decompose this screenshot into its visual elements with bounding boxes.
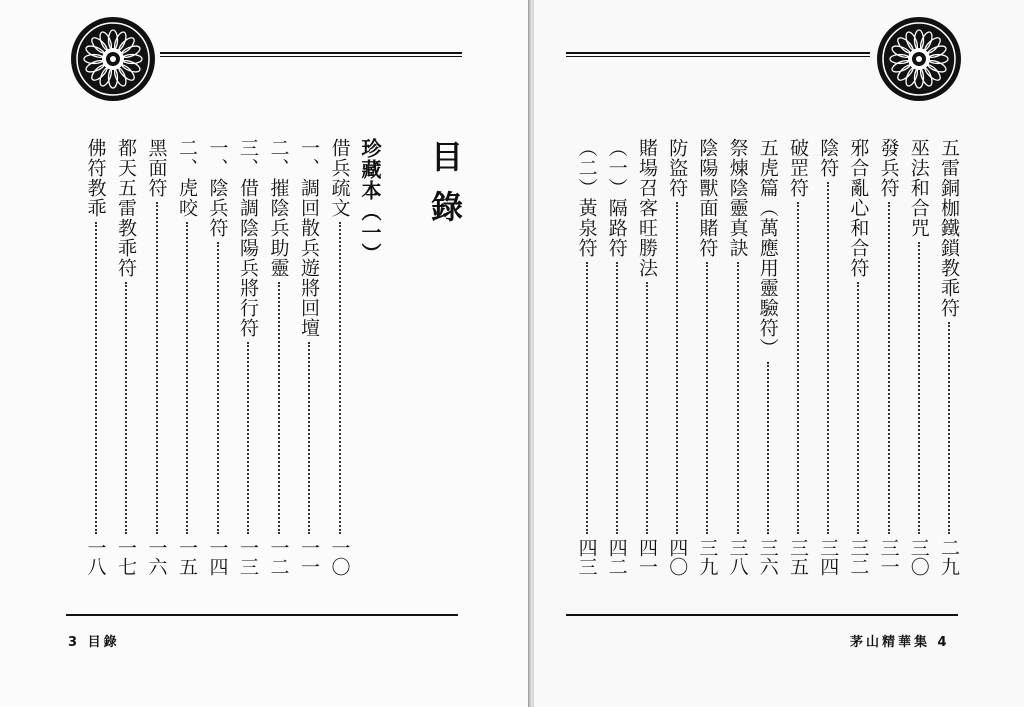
toc-entry-label: 一、陰兵符	[206, 138, 229, 238]
toc-entry-label: （一）隔路符	[605, 138, 628, 258]
toc-page-number: 一六	[145, 538, 168, 576]
toc-page-number: 三八	[726, 538, 749, 576]
toc-page-number: 二九	[938, 538, 960, 576]
toc-entry	[753, 138, 783, 578]
toc-page-number: 一八	[84, 538, 107, 576]
toc-entry	[172, 138, 202, 578]
toc-entry	[723, 138, 753, 578]
toc-entry	[934, 138, 964, 578]
toc-page-number: 四〇	[666, 538, 689, 576]
toc-entry-label: 邪合亂心和合符	[847, 138, 870, 278]
toc-entry-label: 發兵符	[877, 138, 900, 198]
toc-entry-label: （二）黃泉符	[575, 138, 598, 258]
dot-leader	[767, 362, 769, 534]
toc-entry	[662, 138, 692, 578]
toc-entry	[813, 138, 843, 578]
toc-entry-label: 五雷銅枷鐵鎖教乖符	[938, 138, 960, 318]
toc-entry	[142, 138, 172, 578]
toc-entry-label: 陰陽獸面賭符	[696, 138, 719, 258]
dot-leader	[888, 202, 890, 534]
toc-page-number: 一〇	[328, 538, 351, 576]
page-footer: 茅山精華集 4	[850, 635, 950, 650]
toc-page-number: 三九	[696, 538, 719, 576]
toc-entry-label: 防盜符	[666, 138, 689, 198]
dot-leader	[186, 222, 188, 534]
toc-entry-label: 黑面符	[145, 138, 168, 198]
dot-leader	[125, 282, 127, 534]
dot-leader	[706, 262, 708, 534]
footer-rule	[566, 614, 958, 616]
toc-entry	[355, 138, 385, 578]
toc-entry	[874, 138, 904, 578]
dot-leader	[308, 342, 310, 534]
toc-entry	[602, 138, 632, 578]
toc-entry	[203, 138, 233, 578]
toc-entry-label: 祭煉陰靈真訣	[726, 138, 749, 258]
lotus-rosette-icon	[70, 16, 156, 102]
dot-leader	[948, 322, 950, 534]
toc-entry	[264, 138, 294, 578]
lotus-rosette-icon	[876, 16, 962, 102]
toc-entry	[111, 138, 141, 578]
dot-leader	[676, 202, 678, 534]
toc-entry-label: 珍藏本（一）	[358, 138, 382, 264]
toc-page-number: 三四	[817, 538, 840, 576]
toc-page-number: 四二	[605, 538, 628, 576]
toc-entry-label: 二、摧陰兵助靈	[267, 138, 290, 278]
toc-entry-label: 佛符教乖	[84, 138, 107, 218]
dot-leader	[827, 182, 829, 534]
dot-leader	[95, 222, 97, 534]
toc-page-number: 四一	[636, 538, 658, 576]
toc-entry-label: 一、調回散兵遊將回壇	[298, 138, 320, 338]
dot-leader	[797, 202, 799, 534]
toc-page-number: 三六	[756, 538, 779, 576]
page-title: 目錄	[426, 140, 464, 240]
dot-leader	[278, 282, 280, 534]
toc-page-number: 四三	[575, 538, 598, 576]
toc-page-number: 一五	[176, 538, 198, 576]
toc-page-number: 一四	[206, 538, 229, 576]
toc-page-number: 一三	[237, 538, 259, 576]
dot-leader	[586, 262, 588, 534]
toc-entry	[233, 138, 263, 578]
toc-entry-label: 五虎篇（萬應用靈驗符）	[756, 138, 779, 358]
toc-entry-label: 三、借調陰陽兵將行符	[237, 138, 259, 338]
dot-leader	[247, 342, 249, 534]
page-footer: 3 目錄	[68, 635, 120, 650]
toc-page-number: 三五	[787, 538, 809, 576]
toc-entry	[294, 138, 324, 578]
footer-rule	[66, 614, 458, 616]
toc-entry	[843, 138, 873, 578]
toc-entry	[572, 138, 602, 578]
toc-entry-label: 二、虎咬	[176, 138, 198, 218]
toc-entry-label: 巫法和合咒	[907, 138, 930, 238]
toc-entry-label: 陰符	[817, 138, 840, 178]
toc-entry-label: 借兵疏文	[328, 138, 351, 218]
dot-leader	[217, 242, 219, 534]
dot-leader	[156, 202, 158, 534]
dot-leader	[918, 242, 920, 534]
toc-page-number: 一一	[298, 538, 320, 576]
toc-entry	[632, 138, 662, 578]
toc-page-number: 三〇	[907, 538, 930, 576]
toc-entry	[692, 138, 722, 578]
toc-page-number: 一二	[267, 538, 290, 576]
dot-leader	[616, 262, 618, 534]
dot-leader	[737, 262, 739, 534]
toc-page-number: 一七	[115, 538, 137, 576]
toc-entry	[904, 138, 934, 578]
right-page	[534, 0, 1024, 707]
toc-entry-label: 都天五雷教乖符	[115, 138, 137, 278]
toc-entry-label: 破罡符	[787, 138, 809, 198]
header-rule	[160, 52, 462, 57]
dot-leader	[857, 282, 859, 534]
toc-entry	[81, 138, 111, 578]
toc-page-number: 三一	[877, 538, 900, 576]
header-rule	[566, 52, 870, 57]
toc-entry	[325, 138, 355, 578]
toc-page-number: 三二	[847, 538, 870, 576]
toc-entry-label: 賭場召客旺勝法	[636, 138, 658, 278]
dot-leader	[646, 282, 648, 534]
toc-entry	[783, 138, 813, 578]
dot-leader	[339, 222, 341, 534]
